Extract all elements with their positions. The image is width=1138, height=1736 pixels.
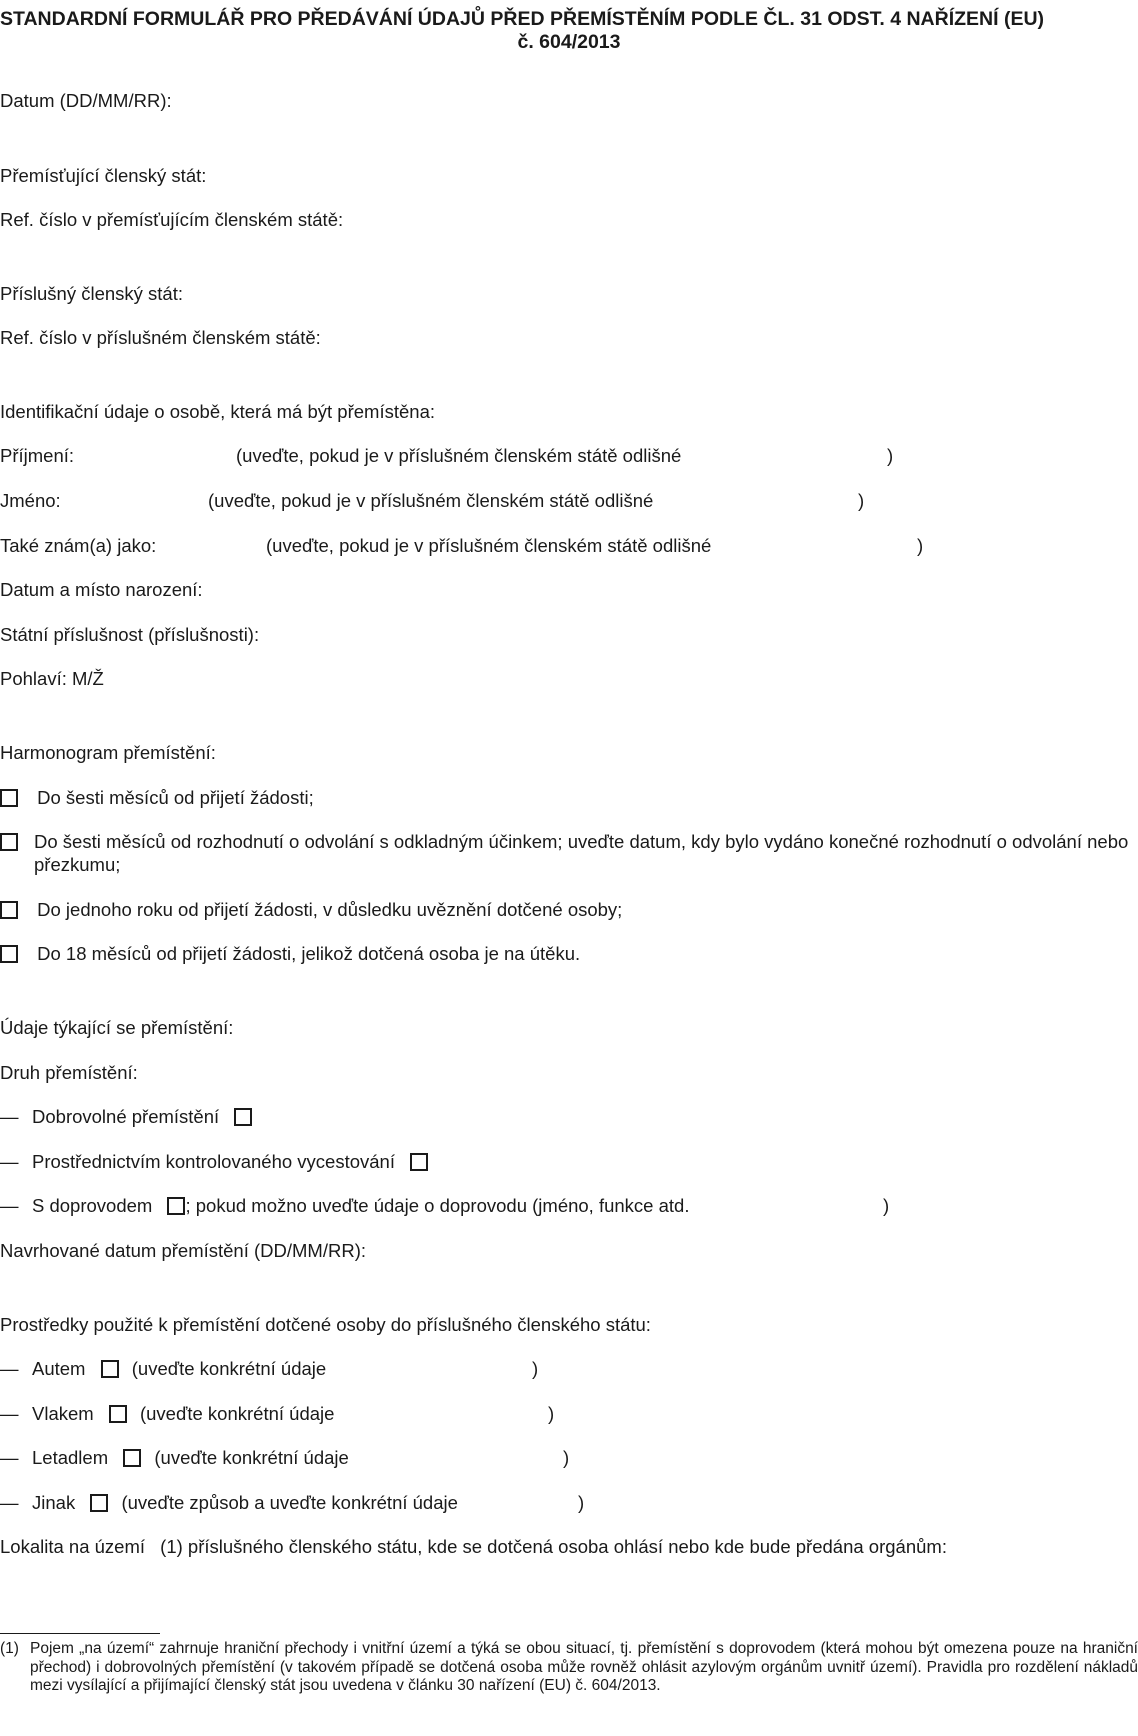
schedule-option-4-checkbox[interactable] [0,945,18,963]
voluntary-transfer-checkbox[interactable] [234,1108,252,1126]
nationality-label: Státní příslušnost (příslušnosti): [0,624,260,645]
identity-heading: Identifikační údaje o osobě, která má být přemístěna: [0,401,435,422]
schedule-heading: Harmonogram přemístění: [0,742,216,763]
dash: — [0,1447,19,1468]
means-other-checkbox[interactable] [90,1494,108,1512]
schedule-option-2 [0,830,1138,876]
footnote-text: Pojem „na území“ zahrnuje hraniční přechody i vnitřní území a týká se obou situací, tj. přemístění s doprovodem (která mohou být omezena pouze na hraniční přechod) i dobrovolných přemístění (v takovém případě se dotčená osoba může rovněž ohlásit azylovým orgánům uvnitř území). Pravidla pro rozdělení nákladů mezi vysílající a přijímající členský stát jsou uvedena v článku 30 nařízení (EU) č. 604/2013. [30,1640,1138,1694]
form-title-regulation-number: č. 604/2013 [517,31,621,53]
footnote-divider [0,1633,160,1634]
means-car-close: ) [532,1358,539,1379]
schedule-option-1-checkbox[interactable] [0,789,18,807]
schedule-option-3-label: Do jednoho roku od přijetí žádosti, v důsledku uvěznění dotčené osoby; [37,899,623,920]
surname-label: Příjmení: [0,445,75,466]
means-plane-close: ) [563,1447,570,1468]
controlled-departure-row [0,1150,428,1173]
means-heading: Prostředky použité k přemístění dotčené osoby do příslušného členského státu: [0,1314,651,1335]
escort-checkbox[interactable] [167,1197,185,1215]
means-other-specify: (uveďte způsob a uveďte konkrétní údaje [121,1492,458,1513]
alias-note: (uveďte, pokud je v příslušném členském státě odlišné [266,535,712,556]
transfer-type-heading: Druh přemístění: [0,1062,138,1083]
means-train-checkbox[interactable] [109,1405,127,1423]
means-car-row [0,1357,326,1380]
transferring-state-label: Přemísťující členský stát: [0,165,207,186]
dash: — [0,1492,19,1513]
means-plane-checkbox[interactable] [123,1449,141,1467]
birth-label: Datum a místo narození: [0,579,203,600]
means-car-specify: (uveďte konkrétní údaje [131,1358,327,1379]
dash: — [0,1106,19,1127]
footnote-marker: (1) [0,1640,19,1657]
means-other-row [0,1491,458,1514]
schedule-option-2-label: Do šesti měsíců od rozhodnutí o odvolání s odkladným účinkem; uveďte datum, kdy bylo vydáno konečné rozhodnutí o odvolání nebo přezkumu; [34,831,1129,875]
dash: — [0,1195,19,1216]
means-car-checkbox[interactable] [101,1360,119,1378]
schedule-option-4-label: Do 18 měsíců od přijetí žádosti, jelikož dotčená osoba je na útěku. [37,943,581,964]
means-plane-row [0,1446,349,1469]
schedule-option-1-label: Do šesti měsíců od přijetí žádosti; [37,787,314,808]
proposed-date-label: Navrhované datum přemístění (DD/MM/RR): [0,1240,366,1261]
dash: — [0,1151,19,1172]
schedule-option-2-checkbox[interactable] [0,833,18,851]
location-text-b: příslušného členského státu, kde se dotčená osoba ohlásí nebo kde bude předána orgánům: [187,1536,947,1557]
escort-note-close: ) [883,1195,890,1216]
controlled-departure-label: Prostřednictvím kontrolovaného vycestování [32,1151,395,1172]
first-name-label: Jméno: [0,490,61,511]
means-other-label: Jinak [32,1492,76,1513]
means-car-label: Autem [32,1358,86,1379]
means-other-close: ) [578,1492,585,1513]
means-train-specify: (uveďte konkrétní údaje [139,1403,335,1424]
first-name-note-close: ) [858,490,865,511]
schedule-option-1 [0,786,314,809]
responsible-state-ref-label: Ref. číslo v příslušném členském státě: [0,327,321,348]
surname-note: (uveďte, pokud je v příslušném členském státě odlišné [236,445,682,466]
location-text-a: Lokalita na území [0,1536,146,1557]
means-plane-specify: (uveďte konkrétní údaje [154,1447,349,1468]
alias-note-close: ) [917,535,924,556]
schedule-option-4 [0,942,580,965]
surname-note-close: ) [887,445,894,466]
voluntary-transfer-label: Dobrovolné přemístění [32,1106,220,1127]
transfer-heading: Údaje týkající se přemístění: [0,1017,234,1038]
means-train-close: ) [548,1403,555,1424]
date-field-label: Datum (DD/MM/RR): [0,90,172,111]
dash: — [0,1358,19,1379]
responsible-state-label: Příslušný členský stát: [0,283,184,304]
means-train-row [0,1402,334,1425]
escort-row [0,1194,689,1217]
sex-label: Pohlaví: M/Ž [0,668,104,689]
transferring-state-ref-label: Ref. číslo v přemísťujícím členském státě: [0,209,344,230]
location-footnote-ref[interactable]: (1) [160,1536,183,1557]
schedule-option-3-checkbox[interactable] [0,901,18,919]
location-row [0,1535,947,1558]
voluntary-transfer-row [0,1105,252,1128]
means-train-label: Vlakem [32,1403,94,1424]
escort-label: S doprovodem [32,1195,153,1216]
first-name-note: (uveďte, pokud je v příslušném členském státě odlišné [208,490,654,511]
escort-note: ; pokud možno uveďte údaje o doprovodu (jméno, funkce atd. [185,1195,690,1216]
schedule-option-3 [0,898,622,921]
dash: — [0,1403,19,1424]
means-plane-label: Letadlem [32,1447,109,1468]
form-title: STANDARDNÍ FORMULÁŘ PRO PŘEDÁVÁNÍ ÚDAJŮ PŘED PŘEMÍSTĚNÍM PODLE ČL. 31 ODST. 4 NAŘÍZENÍ (EU) [0,8,1045,30]
alias-label: Také znám(a) jako: [0,535,157,556]
controlled-departure-checkbox[interactable] [410,1153,428,1171]
